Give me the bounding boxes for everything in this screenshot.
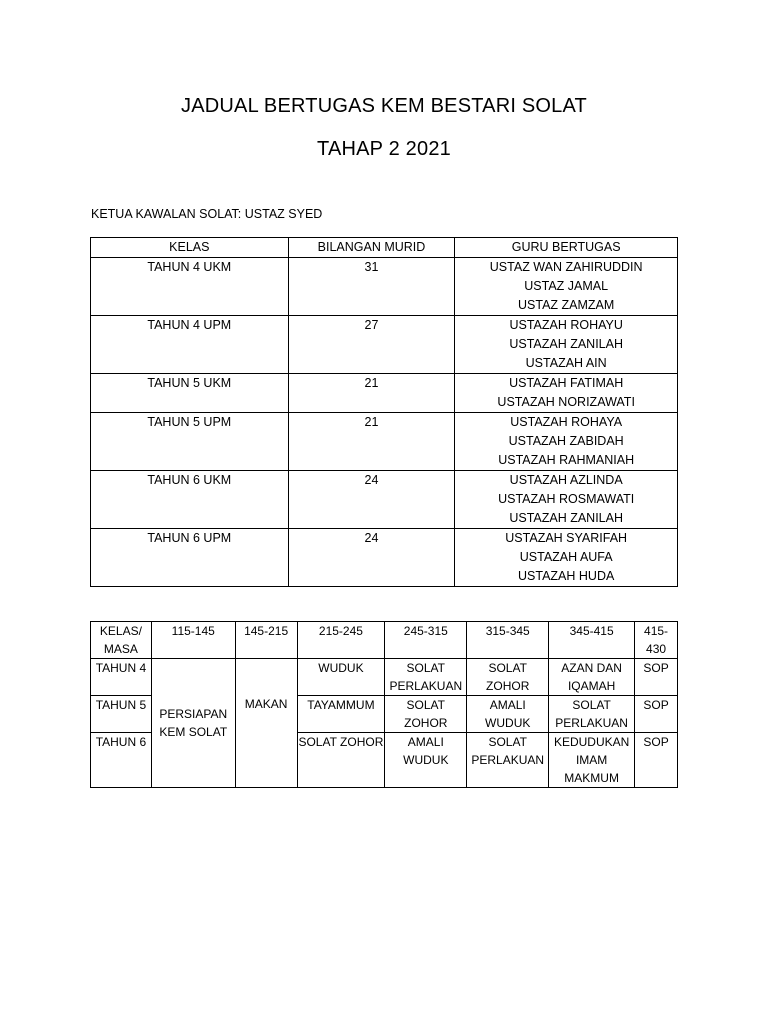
kelas-cell: TAHUN 4 UPM [91, 316, 289, 374]
persiapan-cell: PERSIAPAN KEM SOLAT [151, 659, 235, 788]
activity-cell: SOP [635, 696, 678, 733]
table-row [91, 374, 678, 413]
activity-cell: SOLAT ZOHOR [385, 696, 467, 733]
activity-cell: AZAN DAN IQAMAH [549, 659, 635, 696]
guru-name: USTAZAH NORIZAWATI [497, 395, 635, 409]
schedule-header-row [91, 622, 678, 659]
header-time-slot: 345-415 [549, 622, 635, 659]
activity-cell: SOLAT PERLAKUAN [467, 733, 549, 788]
document-title: JADUAL BERTUGAS KEM BESTARI SOLAT [181, 95, 587, 117]
kelas-cell: TAHUN 4 UKM [91, 258, 289, 316]
bilangan-cell: 31 [288, 258, 455, 316]
bilangan-cell: 24 [288, 471, 455, 529]
table-row [91, 659, 678, 696]
guru-name: USTAZAH AZLINDA [509, 473, 623, 487]
header-time-slot: 315-345 [467, 622, 549, 659]
activity-cell: SOLAT PERLAKUAN [549, 696, 635, 733]
header-bilangan-murid: BILANGAN MURID [288, 238, 455, 258]
activity-cell: SOP [635, 659, 678, 696]
guru-name: USTAZ WAN ZAHIRUDDIN [489, 260, 643, 274]
activity-cell: AMALI WUDUK [467, 696, 549, 733]
guru-name: USTAZ JAMAL [524, 279, 609, 293]
activity-cell: KEDUDUKAN IMAM MAKMUM [549, 733, 635, 788]
bilangan-cell: 27 [288, 316, 455, 374]
table-row [91, 316, 678, 374]
kelas-cell: TAHUN 5 UKM [91, 374, 289, 413]
duty-roster-table [90, 237, 678, 587]
header-time-slot: 415-430 [635, 622, 678, 659]
kelas-cell: TAHUN 6 UKM [91, 471, 289, 529]
document-subtitle: TAHAP 2 2021 [317, 138, 451, 160]
guru-name: USTAZAH ROHAYA [510, 415, 623, 429]
duty-table-header-row [91, 238, 678, 258]
guru-name: USTAZAH ZANILAH [509, 337, 623, 351]
kelas-cell: TAHUN 6 UPM [91, 529, 289, 587]
guru-cell [455, 258, 678, 316]
table-row [91, 413, 678, 471]
guru-name: USTAZAH ROHAYU [509, 318, 623, 332]
guru-name: USTAZAH ZANILAH [509, 511, 623, 525]
bilangan-cell: 21 [288, 413, 455, 471]
header-time-slot: 145-215 [235, 622, 297, 659]
activity-cell: AMALI WUDUK [385, 733, 467, 788]
header-time-slot: 245-315 [385, 622, 467, 659]
guru-name: USTAZAH HUDA [518, 569, 615, 583]
activity-cell: SOLAT PERLAKUAN [385, 659, 467, 696]
table-row [91, 258, 678, 316]
table-row [91, 471, 678, 529]
header-kelas: KELAS [91, 238, 289, 258]
bilangan-cell: 21 [288, 374, 455, 413]
guru-name: USTAZAH AUFA [519, 550, 613, 564]
kelas-cell: TAHUN 5 [91, 696, 152, 733]
activity-cell: TAYAMMUM [297, 696, 385, 733]
makan-cell [235, 659, 297, 788]
kelas-cell: TAHUN 4 [91, 659, 152, 696]
guru-cell [455, 374, 678, 413]
makan-label: MAKAN [244, 697, 288, 711]
guru-name: USTAZAH AIN [525, 356, 607, 370]
kelas-cell: TAHUN 5 UPM [91, 413, 289, 471]
activity-cell: SOLAT ZOHOR [467, 659, 549, 696]
ketua-kawalan-label: KETUA KAWALAN SOLAT: USTAZ SYED [91, 207, 323, 221]
guru-name: USTAZAH FATIMAH [509, 376, 624, 390]
schedule-table [90, 621, 678, 788]
guru-cell [455, 413, 678, 471]
table-row [91, 529, 678, 587]
activity-cell: SOLAT ZOHOR [297, 733, 385, 788]
guru-name: USTAZAH RAHMANIAH [498, 453, 635, 467]
header-time-slot: 215-245 [297, 622, 385, 659]
guru-cell [455, 471, 678, 529]
kelas-cell: TAHUN 6 [91, 733, 152, 788]
guru-cell [455, 316, 678, 374]
guru-name: USTAZAH ROSMAWATI [498, 492, 635, 506]
guru-name: USTAZAH ZABIDAH [508, 434, 624, 448]
guru-name: USTAZ ZAMZAM [518, 298, 615, 312]
header-time-slot: 115-145 [151, 622, 235, 659]
header-kelas-masa: KELAS/ MASA [91, 622, 152, 659]
activity-cell: WUDUK [297, 659, 385, 696]
activity-cell: SOP [635, 733, 678, 788]
bilangan-cell: 24 [288, 529, 455, 587]
guru-name: USTAZAH SYARIFAH [505, 531, 628, 545]
guru-cell [455, 529, 678, 587]
header-guru-bertugas: GURU BERTUGAS [455, 238, 678, 258]
